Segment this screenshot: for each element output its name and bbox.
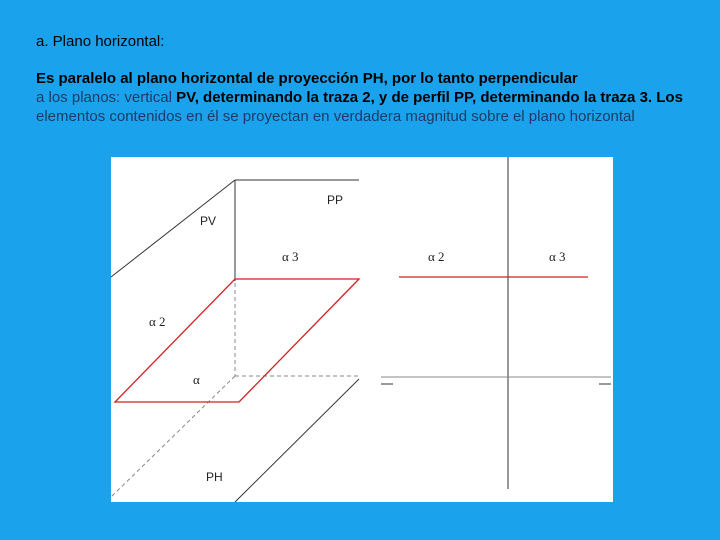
ph-front-edge: [235, 379, 359, 502]
description-paragraph: [36, 69, 696, 126]
label-alpha3-left: α 3: [282, 249, 299, 264]
description-sentence-2: a los planos: vertical: [36, 89, 177, 106]
projection-diagram: [111, 157, 613, 502]
label-alpha: α: [193, 372, 200, 387]
horizontal-plane-alpha: [115, 279, 359, 402]
description-sentence-4: elementos contenidos en él se proyectan en verdadera magnitud sobre el plano horizontal: [36, 108, 635, 125]
label-ph: PH: [206, 470, 223, 484]
pv-top-edge: [111, 180, 235, 277]
label-pp: PP: [327, 193, 344, 207]
page-heading: a. Plano horizontal:: [36, 33, 165, 50]
description-sentence-1: Es paralelo al plano horizontal de proyección PH, por lo tanto perpendicular: [36, 70, 578, 87]
label-alpha2-left: α 2: [149, 314, 166, 329]
label-alpha3-right: α 3: [549, 249, 566, 264]
label-pv: PV: [200, 214, 217, 228]
projection-diagram-svg: [111, 157, 613, 502]
label-alpha2-right: α 2: [428, 249, 445, 264]
description-sentence-3: PV, determinando la traza 2, y de perfil PP, determinando la traza 3. Los: [176, 89, 683, 106]
